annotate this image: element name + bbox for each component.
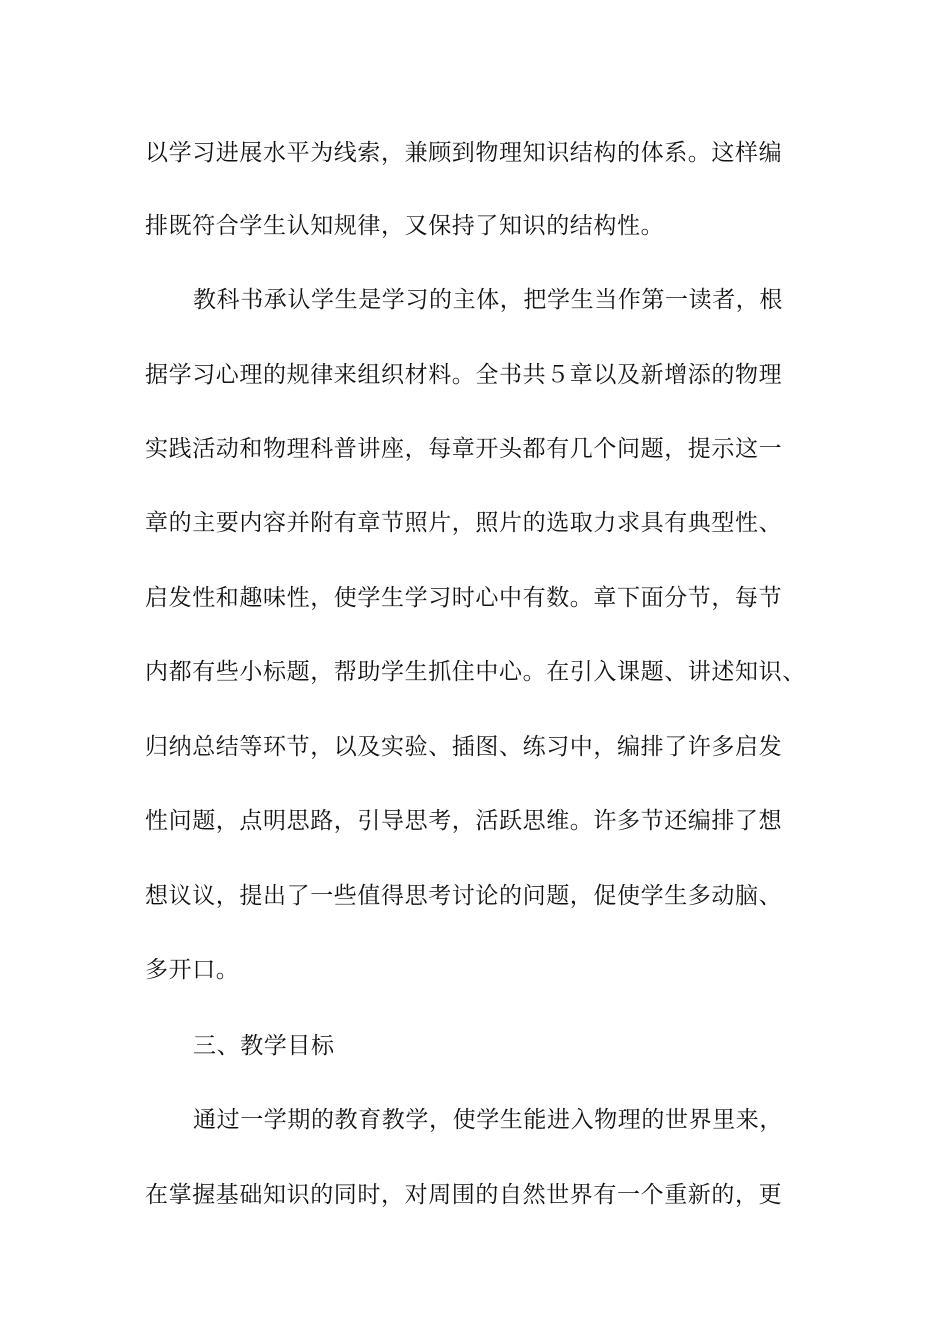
text-line: 章的主要内容并附有章节照片，照片的选取力求具有典型性、 [145, 510, 783, 536]
text-line: 想议议，提出了一些值得思考讨论的问题，促使学生多动脑、 [145, 883, 783, 909]
text-line: 据学习心理的规律来组织材料。全书共５章以及新增添的物理 [145, 362, 783, 388]
text-line: 以学习进展水平为线索，兼顾到物理知识结构的体系。这样编 [145, 140, 783, 166]
text-line: 在掌握基础知识的同时，对周围的自然世界有一个重新的，更 [145, 1182, 783, 1208]
section-heading: 三、教学目标 [193, 1033, 335, 1059]
text-line: 启发性和趣味性，使学生学习时心中有数。章下面分节，每节 [145, 585, 783, 611]
text-line: 归纳总结等环节，以及实验、插图、练习中，编排了许多启发 [145, 734, 783, 760]
text-line: 实践活动和物理科普讲座，每章开头都有几个问题，提示这一 [145, 436, 783, 462]
text-line: 内都有些小标题，帮助学生抓住中心。在引入课题、讲述知识、 [145, 659, 806, 685]
text-line: 多开口。 [145, 957, 240, 983]
paragraph-first-line: 通过一学期的教育教学，使学生能进入物理的世界里来， [193, 1107, 783, 1133]
text-line: 性问题，点明思路，引导思考，活跃思维。许多节还编排了想 [145, 808, 783, 834]
text-line: 排既符合学生认知规律，又保持了知识的结构性。 [145, 213, 665, 239]
paragraph-first-line: 教科书承认学生是学习的主体，把学生当作第一读者，根 [193, 287, 783, 313]
